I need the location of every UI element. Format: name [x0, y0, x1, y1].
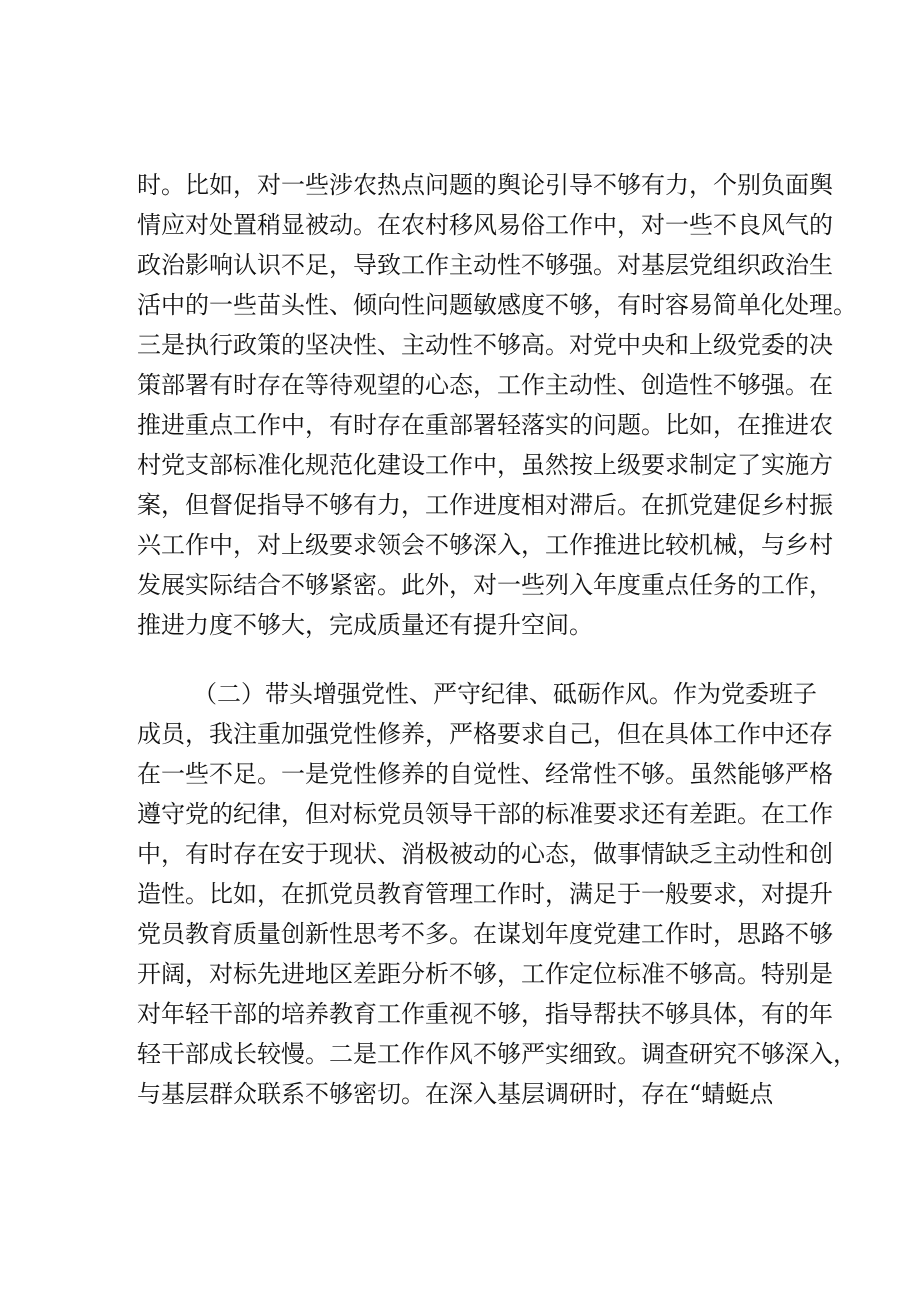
text-line: 党员教育质量创新性思考不多。在谋划年度党建工作时，思路不够	[137, 920, 833, 948]
text-line: 成员，我注重加强党性修养，严格要求自己，但在具体工作中还存	[137, 720, 833, 748]
text-line: 对年轻干部的培养教育工作重视不够，指导帮扶不够具体，有的年	[137, 1000, 833, 1028]
text-line: 情应对处置稍显被动。在农村移风易俗工作中，对一些不良风气的	[137, 211, 833, 239]
text-line: 政治影响认识不足，导致工作主动性不够强。对基层党组织政治生	[137, 251, 833, 279]
text-line: 策部署有时存在等待观望的心态，工作主动性、创造性不够强。在	[137, 371, 833, 399]
text-line: 兴工作中，对上级要求领会不够深入，工作推进比较机械，与乡村	[137, 531, 833, 559]
text-line: 在一些不足。一是党性修养的自觉性、经常性不够。虽然能够严格	[137, 760, 833, 788]
section-heading-line: （二）带头增强党性、严守纪律、砥砺作风。作为党委班子	[193, 680, 817, 708]
text-line: 与基层群众联系不够密切。在深入基层调研时，存在“蜻蜓点	[137, 1080, 774, 1108]
text-line: 造性。比如，在抓党员教育管理工作时，满足于一般要求，对提升	[137, 880, 833, 908]
text-line: 遵守党的纪律，但对标党员领导干部的标准要求还有差距。在工作	[137, 800, 833, 828]
text-line: 村党支部标准化规范化建设工作中，虽然按上级要求制定了实施方	[137, 451, 833, 479]
text-line: 推进重点工作中，有时存在重部署轻落实的问题。比如，在推进农	[137, 411, 833, 439]
paragraph-continued	[137, 165, 857, 645]
text-line: 轻干部成长较慢。二是工作作风不够严实细致。调查研究不够深入，	[137, 1040, 857, 1068]
text-line: 三是执行政策的坚决性、主动性不够高。对党中央和上级党委的决	[137, 331, 833, 359]
paragraph-section-two	[137, 674, 857, 1114]
text-line: 发展实际结合不够紧密。此外，对一些列入年度重点任务的工作，	[137, 571, 833, 599]
text-line: 推进力度不够大，完成质量还有提升空间。	[137, 611, 593, 639]
text-line: 案，但督促指导不够有力，工作进度相对滞后。在抓党建促乡村振	[137, 491, 833, 519]
text-line: 中，有时存在安于现状、消极被动的心态，做事情缺乏主动性和创	[137, 840, 833, 868]
text-line: 开阔，对标先进地区差距分析不够，工作定位标准不够高。特别是	[137, 960, 833, 988]
text-line: 时。比如，对一些涉农热点问题的舆论引导不够有力，个别负面舆	[137, 171, 833, 199]
text-line: 活中的一些苗头性、倾向性问题敏感度不够，有时容易简单化处理。	[137, 291, 857, 319]
